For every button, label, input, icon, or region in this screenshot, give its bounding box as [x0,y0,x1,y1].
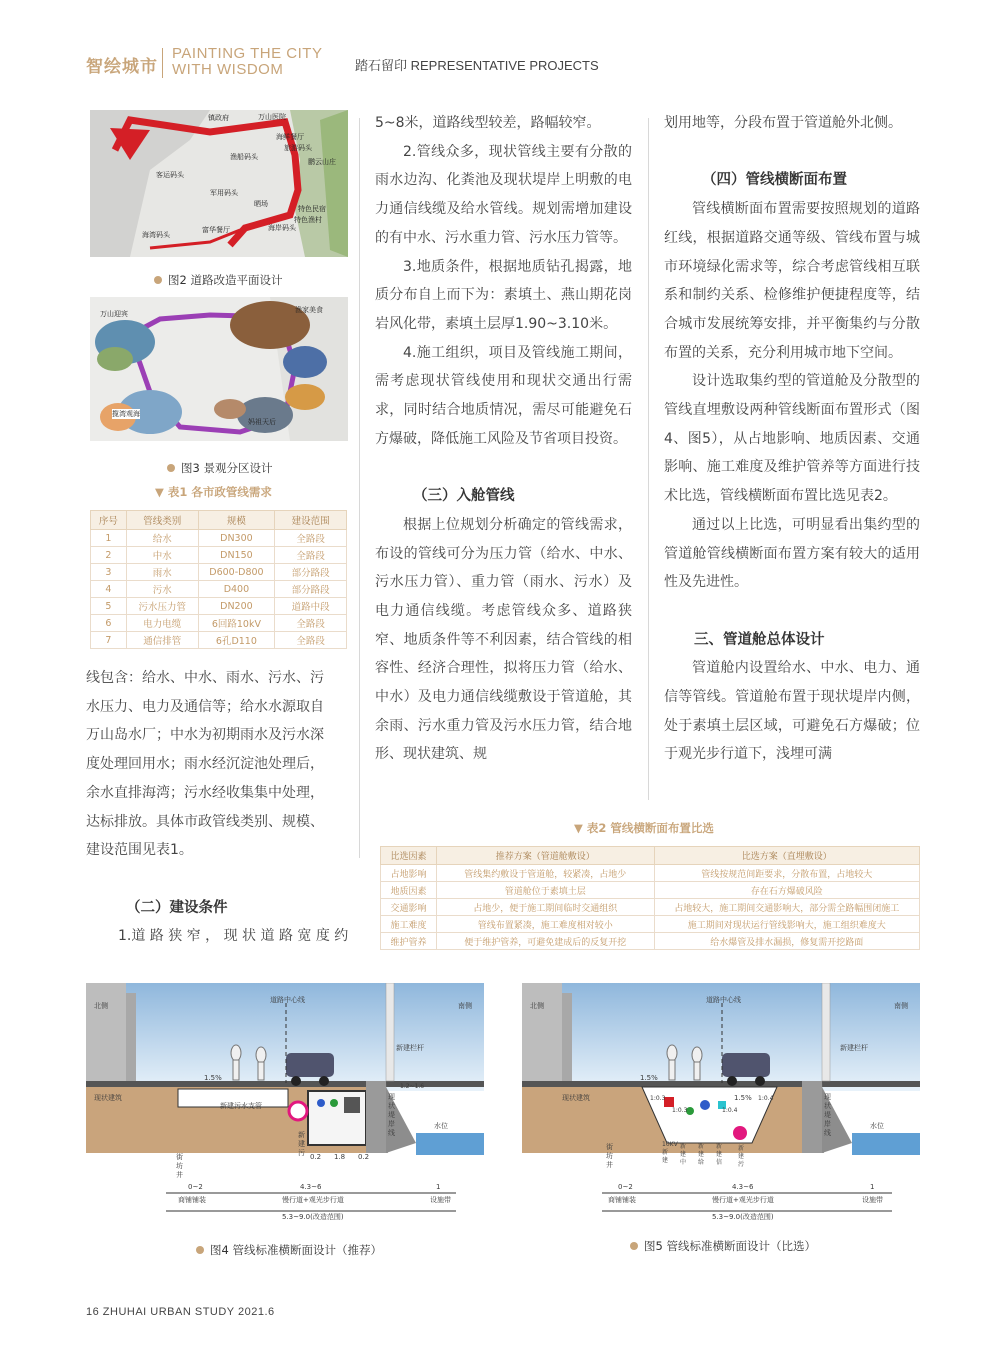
table-cell: 给水爆管及排水漏损，修复需开挖路面 [654,933,920,950]
brand-cn: 智绘城市 [86,57,158,77]
segment: 慢行道+观光步行道 [282,1196,344,1204]
table-header: 推荐方案（管道舱敷设） [436,847,654,865]
column1-paragraph: 1.道 路 狭 窄 ， 现 状 道 路 宽 度 约 [118,928,349,944]
label-pipe: 10KV新建 [662,1141,678,1164]
label-pipe: 新建给 [698,1143,705,1166]
figure-caption [154,272,282,288]
table1-caption: ▼ 表1 各市政管线需求 [155,485,272,499]
label-building: 现状建筑 [94,1094,122,1102]
table-cell: 占地少，便于施工期间临时交通组织 [436,899,654,916]
map-label: 镇政府 [208,114,229,122]
spacer [664,597,920,626]
table-cell: 全路段 [275,547,347,564]
caption-dot-icon [196,1246,204,1254]
label-ratio: 1:0.4 [722,1107,738,1114]
spacer [375,453,632,482]
table-cell: 1 [91,530,127,547]
heading-pipelines: （三）入舱管线 [413,488,515,505]
map-label: 渔船码头 [230,153,258,161]
paragraph: 根据上位规划分析确定的管线需求，布设的管线可分为压力管（给水、中水、污水压力管）、重力管（雨水、污水）及电力通信线缆。考虑管线众多、道路狭窄、地质条件等不利因素，结合管线的相容性、经济合理性，拟将压力管（给水、中水）及电力通信线缆敷设于管道舱，其余雨、污水重力管及污水压力管，结合地形、现状建筑、规 [375,516,632,763]
brand-en-line2: WITH WISDOM [172,61,284,78]
table-cell: 5 [91,598,127,615]
map-label: 晒场 [254,200,268,208]
figure-road-plan [90,110,348,257]
label-rail: 新建栏杆 [840,1044,868,1052]
segment-total: 5.3~9.0(改造范围) [712,1213,774,1221]
dim: 1 [870,1183,875,1191]
table-row [381,899,920,916]
segment: 商铺铺装 [178,1196,206,1204]
map-label: 海鲜餐厅 [276,133,304,141]
label-pit: 街坊井 [606,1143,613,1169]
table-cell: 道路中段 [275,598,347,615]
segment: 商铺铺装 [608,1196,636,1204]
zone-label: 妈祖天后 [248,418,276,426]
table-header: 比选因素 [381,847,437,865]
table-cell: 2 [91,547,127,564]
text-line: 线包含：给水、中水、雨水、污水、污 [86,670,324,686]
label-slope: 1.5% [734,1094,752,1102]
figure-landscape [90,297,348,441]
table-cell: 管道舱位于素填土层 [436,882,654,899]
column3-text [664,109,920,769]
table-cell: DN150 [198,547,275,564]
text-line: 达标排放。具体市政管线类别、规模、 [86,813,324,830]
table-cell: 6回路10kV [198,615,275,632]
label-pipe: 新建中 [680,1143,687,1166]
dim: 1 [436,1183,441,1191]
table-row [91,564,347,581]
table-cell: 占地较大，施工期间交通影响大，部分需全路幅围闭施工 [654,899,920,916]
table-cell: 地质因素 [381,882,437,899]
caption-dot-icon [630,1242,638,1250]
table-cell: DN300 [198,530,275,547]
label-sewer-branch: 新建污水支管 [220,1102,262,1110]
table-row [91,530,347,547]
header-divider [162,48,163,78]
label-centerline: 道路中心线 [706,996,741,1004]
table-cell: DN200 [198,598,275,615]
label-centerline: 道路中心线 [270,996,305,1004]
map-label: 海岸码头 [268,224,296,232]
column2-text [375,109,632,769]
label-new-sewer: 新建污 [298,1131,305,1157]
table-cell: 施工期间对现状运行管线影响大，施工组织难度大 [654,916,920,933]
paragraph: 5~8米，道路线型较差，路幅较窄。 [375,115,601,131]
segment-total: 5.3~9.0(改造范围) [282,1213,344,1221]
column1-paragraph [86,664,344,865]
zone-label: 万山迎宾 [100,310,128,318]
heading-construction-conditions: （二）建设条件 [126,900,228,916]
caption-dot-icon [154,276,162,284]
cross-section-drawing [522,983,920,1223]
text-line: 建设范围见表1。 [86,842,193,859]
table-cell: 污水 [126,581,198,598]
table-cell: 部分路段 [275,581,347,598]
label-vertical-dim: 1.2~1.6 [400,1083,425,1090]
table2 [380,846,920,950]
table-cell: 7 [91,632,127,649]
table-cell: 管线布置紧凑，施工难度相对较小 [436,916,654,933]
label-building: 现状建筑 [562,1094,590,1102]
table1 [90,510,347,649]
paragraph: 划用地等，分段布置于管道舱外北侧。 [664,115,902,131]
table-cell: D400 [198,581,275,598]
spacer [664,138,920,167]
label-slope: 1.5% [640,1074,658,1082]
text-line: 余水直排海湾；污水经收集集中处理， [86,784,324,801]
table-cell: 全路段 [275,530,347,547]
map-label: 特色民宿 [298,205,326,213]
label-ratio: 1:0.3 [650,1095,666,1102]
label-pipe: 新建污 [738,1145,745,1168]
table-row [91,547,347,564]
figure-section-alternative [522,983,920,1223]
table-cell: 维护管养 [381,933,437,950]
table-row [91,598,347,615]
table-cell: 给水 [126,530,198,547]
map-label: 客运码头 [156,171,184,179]
label-north: 北侧 [530,1002,544,1010]
dim: 1.8 [334,1153,346,1161]
dim: 0~2 [618,1183,633,1191]
label-pipe: 新建信 [716,1143,723,1166]
figure-caption [196,1242,382,1258]
figure-caption [630,1238,816,1254]
label-dike: 现状堤岸线 [388,1093,395,1137]
paragraph: 3.地质条件，根据地质钻孔揭露，地质分布自上而下为：素填土、燕山期花岗岩风化带，素填土层厚1.90~3.10米。 [375,258,632,332]
map-label: 旅游码头 [284,144,312,152]
table-header-row [381,847,920,865]
column-divider [648,118,649,800]
map-label: 鹏云山庄 [308,158,336,166]
table-cell: 占地影响 [381,865,437,882]
dim: 4.3~6 [300,1183,322,1191]
table-cell: D600-D800 [198,564,275,581]
figure-caption [167,460,272,476]
table-cell: 污水压力管 [126,598,198,615]
table-cell: 中水 [126,547,198,564]
paragraph: 通过以上比选，可明显看出集约型的管道舱管线横断面布置方案有较大的适用性及先进性。 [664,516,920,591]
zone-label: 揽湾观海 [112,410,140,418]
segment: 设施带 [862,1196,883,1204]
table-cell: 便于维护管养，可避免建成后的反复开挖 [436,933,654,950]
table-header: 建设范围 [275,511,347,530]
table-header: 比选方案（直埋敷设） [654,847,920,865]
paragraph: 管线横断面布置需要按照规划的道路红线，根据道路交通等级、管线布置与城市环境绿化需求等，综合考虑管线相互联系和制约关系、检修维护便捷程度等，结合城市发展统筹安排，并平衡集约与分散布置的关系，充分利用城市地下空间。 [664,201,920,361]
table-row [381,933,920,950]
table2-caption: ▼ 表2 管线横断面布置比选 [574,821,714,835]
zone-label: 渔家美食 [295,306,323,314]
text-line: 万山岛水厂；中水为初期雨水及污水深 [86,727,324,744]
label-north: 北侧 [94,1002,108,1010]
table-cell: 全路段 [275,615,347,632]
segment: 慢行道+观光步行道 [712,1196,774,1204]
heading-cross-section: （四）管线横断面布置 [702,172,847,189]
label-slope: 1.5% [204,1074,222,1082]
map-label: 海湾码头 [142,231,170,239]
caption-text: 图5 管线标准横断面设计（比选） [644,1239,816,1253]
label-ratio: 1:0.4 [758,1095,774,1102]
table-header: 序号 [91,511,127,530]
paragraph: 管道舱内设置给水、中水、电力、通信等管线。管道舱布置于现状堤岸内侧，处于素填土层区域，可避免石方爆破；位于观光步行道下，浅埋可满 [664,660,920,763]
brand-en-line1: PAINTING THE CITY [172,45,323,62]
caption-text: 图4 管线标准横断面设计（推荐） [210,1243,382,1257]
table-cell: 电力电缆 [126,615,198,632]
figure-section-recommended [86,983,484,1223]
brand-en [172,46,322,78]
dim: 0.2 [310,1153,322,1161]
table-row [381,916,920,933]
paragraph: 设计选取集约型的管道舱及分散型的管线直埋敷设两种管线断面布置形式（图4、图5），从占地影响、地质因素、交通影响、施工难度及维护管养等方面进行技术比选，管线横断面布置比选见表2。 [664,373,920,505]
dim: 4.3~6 [732,1183,754,1191]
caption-dot-icon [167,464,175,472]
table-cell: 6 [91,615,127,632]
table-cell: 6孔D110 [198,632,275,649]
text-line: 水压力、电力及通信等；给水水源取自 [86,698,324,715]
table-cell: 存在石方爆破风险 [654,882,920,899]
table-header-row [91,511,347,530]
dim: 0.2 [358,1153,370,1161]
table-row [91,632,347,649]
label-dike: 现状堤岸线 [824,1093,831,1137]
label-pit: 街坊井 [176,1153,183,1179]
caption-text: 图2 道路改造平面设计 [168,273,283,287]
section-title: 踏石留印 REPRESENTATIVE PROJECTS [355,58,599,73]
table-cell: 部分路段 [275,564,347,581]
text-line: 度处理回用水；雨水经沉淀池处理后， [86,756,324,773]
landscape-map [90,297,348,441]
page-footer: 16 ZHUHAI URBAN STUDY 2021.6 [86,1306,275,1318]
label-south: 南侧 [458,1002,472,1010]
map-label: 军用码头 [210,189,238,197]
table-cell: 交通影响 [381,899,437,916]
table-cell: 管线按规范间距要求，分散布置，占地较大 [654,865,920,882]
label-ratio: 1:0.3 [672,1107,688,1114]
map-label: 万山医院 [258,113,286,121]
heading-overall-design: 三、管道舱总体设计 [694,631,825,648]
paragraph: 2.管线众多，现状管线主要有分散的雨水边沟、化粪池及现状堤岸上明敷的电力通信线缆及给水管线。规划需增加建设的有中水、污水重力管、污水压力管等。 [375,143,632,246]
paragraph: 4.施工组织，项目及管线施工期间，需考虑现状管线使用和现状交通出行需求，同时结合地质情况，需尽可能避免石方爆破，降低施工风险及节省项目投资。 [375,344,632,447]
map-label: 特色渔村 [294,216,322,224]
cross-section-drawing [86,983,484,1223]
column-divider [359,118,360,858]
table-cell: 全路段 [275,632,347,649]
map-label: 富华餐厅 [202,226,230,234]
table-row [381,865,920,882]
table-cell: 4 [91,581,127,598]
table-cell: 施工难度 [381,916,437,933]
table-row [91,581,347,598]
table-header: 规模 [198,511,275,530]
segment: 设施带 [430,1196,451,1204]
caption-text: 图3 景观分区设计 [181,461,273,475]
label-water: 水位 [434,1122,448,1130]
table-row [91,615,347,632]
table-header: 管线类别 [126,511,198,530]
table-cell: 3 [91,564,127,581]
table-cell: 雨水 [126,564,198,581]
table-cell: 通信排管 [126,632,198,649]
label-south: 南侧 [894,1002,908,1010]
table-row [381,882,920,899]
table-cell: 管线集约敷设于管道舱，较紧凑，占地少 [436,865,654,882]
label-rail: 新建栏杆 [396,1044,424,1052]
label-water: 水位 [870,1122,884,1130]
dim: 0~2 [188,1183,203,1191]
